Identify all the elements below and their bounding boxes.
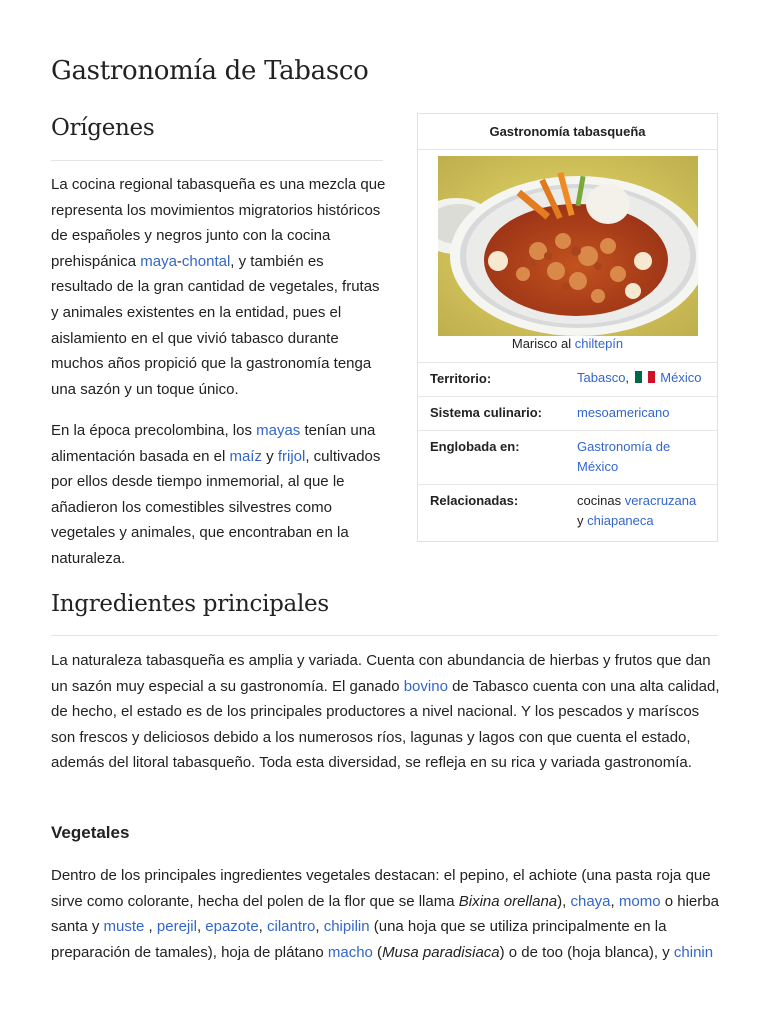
infobox [417,113,718,542]
link-muste[interactable]: muste [103,918,145,936]
caption-link-chiltepin[interactable]: chiltepín [574,336,624,351]
link-chontal[interactable]: chontal [181,252,231,270]
link-bovino[interactable]: bovino [403,677,448,695]
link-mexico[interactable]: México [660,370,702,385]
paragraph-origenes-1: La cocina regional tabasqueña es una mezcla que representa los movimientos migratorios históricos de españoles y negros junto con la cocina prehispánica maya-chontal, y también es resultado de la gran cantidad de vegetales, frutas y animales existentes en la entidad, pues el aislamiento en el que vivió tabasco durante muchos años propició que la gastronomía tenga una sazón y un toque único. [51,176,386,398]
link-mesoamericano[interactable]: mesoamericano [577,405,670,420]
link-epazote[interactable]: epazote [205,918,259,936]
infobox-caption [418,336,717,351]
link-gastronomia-mexico[interactable]: Gastronomía de México [577,439,671,474]
link-perejil[interactable]: perejil [156,918,197,936]
link-veracruzana[interactable]: veracruzana [624,493,697,508]
section-heading-ingredientes: Ingredientes principales [51,591,329,617]
row-value [577,491,709,531]
infobox-row-sistema [418,396,717,430]
link-tabasco[interactable]: Tabasco [577,370,626,385]
section-heading-origenes: Orígenes [51,115,155,141]
food-photo-illustration [438,156,698,336]
separator: , [625,370,630,385]
link-chinin[interactable]: chinin [673,943,714,961]
link-chaya[interactable]: chaya [570,892,611,910]
caption-text: Marisco al [511,336,575,351]
paragraph-origenes-2: En la época precolombina, los mayas tenían una alimentación basada en el maíz y frijol, cultivados por ellos desde tiempo inmemorial, al que le añadieron los comestibles silvestres como vegetales y animales, que encontraban en la naturaleza. [51,422,381,567]
text: y [577,513,588,528]
section-heading-vegetales: Vegetales [51,823,130,842]
infobox-row-territorio [418,362,717,396]
row-label: Relacionadas: [430,493,519,508]
food-photo[interactable] [438,156,698,336]
mexico-flag-icon[interactable] [635,371,655,383]
link-momo[interactable]: momo [618,892,661,910]
italic-text: Musa paradisiaca [382,943,500,961]
paragraph-ingredientes-1: La naturaleza tabasqueña es amplia y variada. Cuenta con abundancia de hierbas y frutos que dan un sazón muy especial a su gastronomía. El ganado bovino de Tabasco cuenta con una alta calidad, de hecho, el estado es de los principales productores a nivel nacional. Y los pescados y maríscos son frescos y deliciosos debido a los numerosos ríos, lagunas y lagos con que cuenta el estado, además del litoral tabasqueño. Toda esta diversidad, se refleja en su rica y variada gastronomía. [51,652,720,772]
section-divider [51,160,383,161]
row-label: Territorio: [430,371,492,386]
row-value [577,403,709,423]
italic-text: Bixina orellana [458,892,558,910]
infobox-row-relacionadas [418,484,717,542]
link-mayas[interactable]: mayas [256,422,301,439]
row-value [577,368,709,388]
link-cilantro[interactable]: cilantro [267,918,316,936]
text: cocinas [577,493,625,508]
link-frijol[interactable]: frijol [277,447,306,465]
link-maya[interactable]: maya [140,252,177,270]
link-chiapaneca[interactable]: chiapaneca [587,513,654,528]
infobox-title: Gastronomía tabasqueña [418,114,717,150]
infobox-row-englobada [418,430,717,484]
link-chipilin[interactable]: chipilin [323,918,370,936]
row-value [577,437,709,477]
row-label: Englobada en: [430,439,520,454]
page-title: Gastronomía de Tabasco [51,56,369,86]
link-maíz[interactable]: maíz [229,447,262,465]
section-divider [51,635,718,636]
link-macho[interactable]: macho [327,943,373,961]
paragraph-vegetales-1: Dentro de los principales ingredientes vegetales destacan: el pepino, el achiote (una pasta roja que sirve como colorante, hecha del polen de la flor que se llama Bixina orellana), chaya, momo o hierba santa y muste , perejil, epazote, cilantro, chipilin (una hoja que se utiliza principalmente en la preparación de tamales), hoja de plátano macho (Musa paradisiaca) o de too (hoja blanca), y chinin [51,867,719,961]
row-label: Sistema culinario: [430,405,542,420]
